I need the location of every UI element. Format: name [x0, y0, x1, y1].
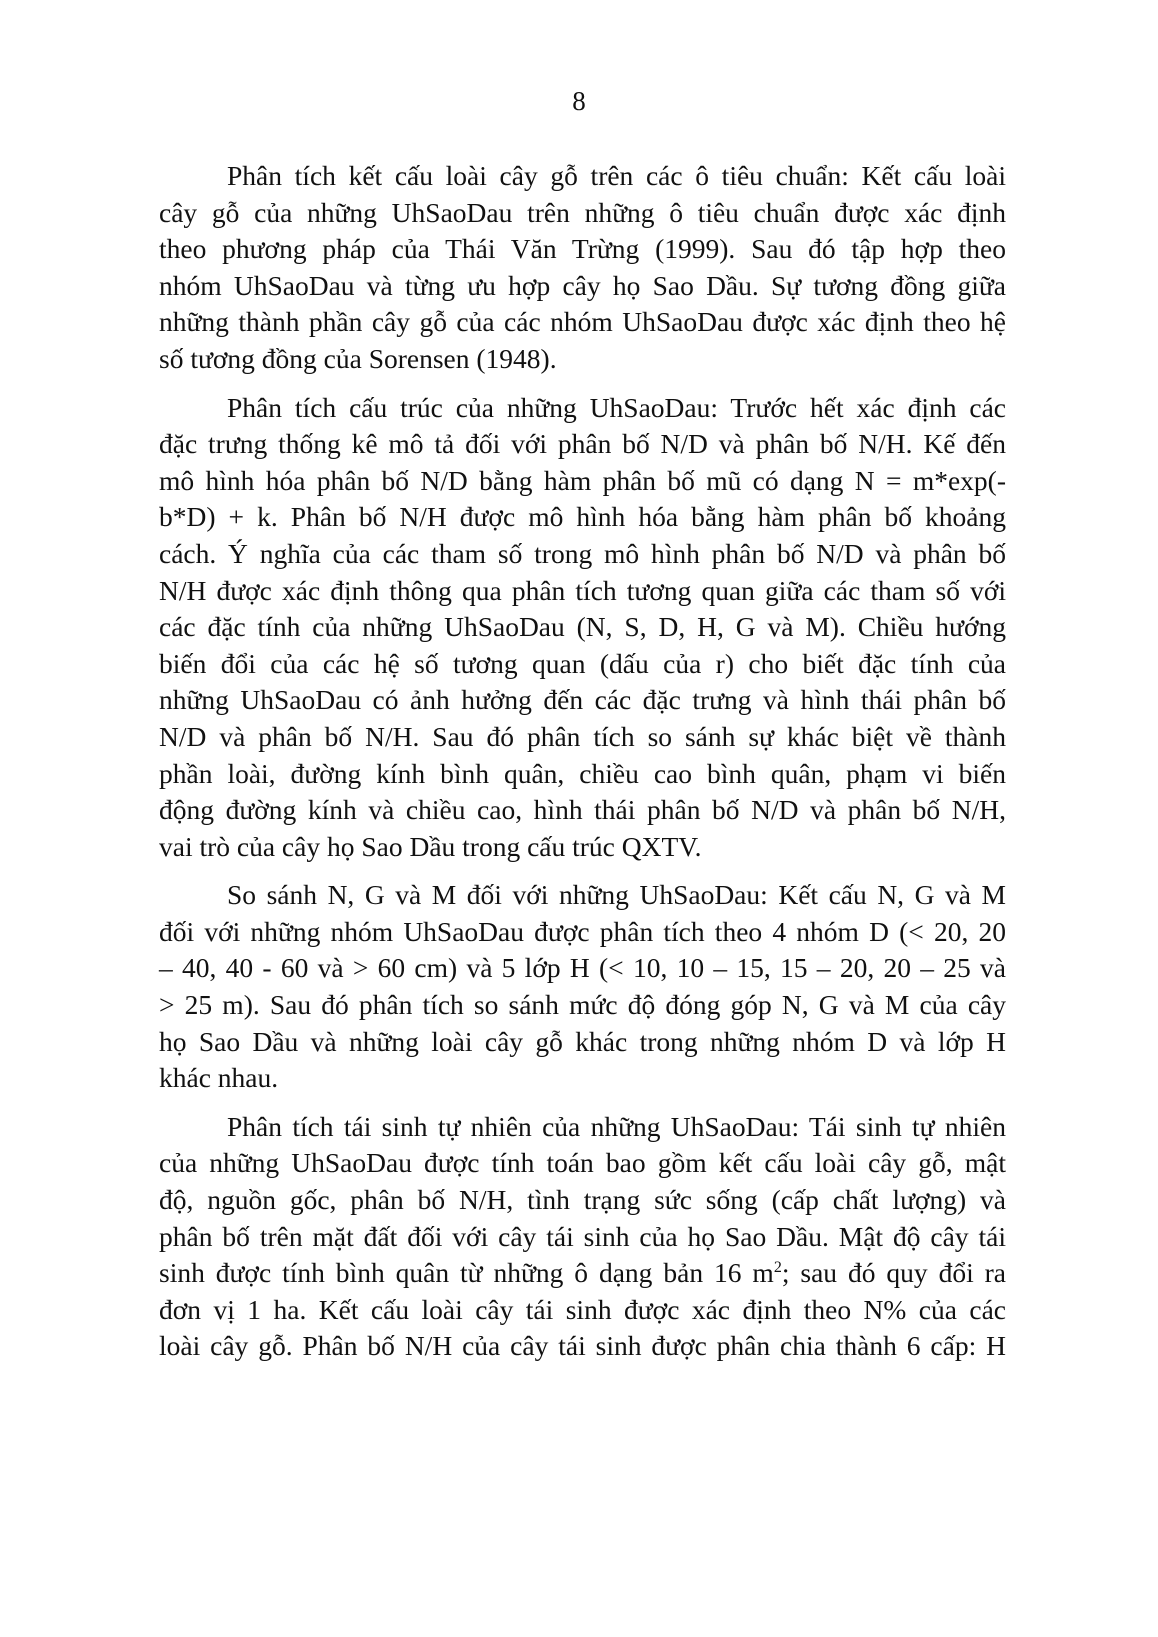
text-line: khác nhau.	[159, 1062, 279, 1094]
text-line: của những UhSaoDau được tính toán bao gồm kết cấu loài cây gỗ, mật	[159, 1147, 1006, 1179]
text-line: b*D) + k. Phân bố N/H được mô hình hóa bằng hàm phân bố khoảng	[159, 501, 1006, 533]
text-line: đơn vị 1 ha. Kết cấu loài cây tái sinh được xác định theo N% của các	[159, 1293, 1006, 1325]
text-line: Phân tích tái sinh tự nhiên của những UhSaoDau: Tái sinh tự nhiên	[227, 1110, 1006, 1142]
text-line: phần loài, đường kính bình quân, chiều cao bình quân, phạm vi biến	[159, 757, 1006, 789]
paragraph-ngm-comparison	[159, 877, 1006, 1097]
text-line: các đặc tính của những UhSaoDau (N, S, D, H, G và M). Chiều hướng	[159, 611, 1006, 643]
text-line: phân bố trên mặt đất đối với cây tái sinh của họ Sao Dầu. Mật độ cây tái	[159, 1220, 1006, 1252]
body-text	[159, 158, 1006, 1377]
text-line: nhóm UhSaoDau và từng ưu hợp cây họ Sao Dầu. Sự tương đồng giữa	[159, 269, 1006, 301]
paragraph-regeneration	[159, 1109, 1006, 1365]
text-line: N/D và phân bố N/H. Sau đó phân tích so sánh sự khác biệt về thành	[159, 720, 1006, 752]
text-segment: sinh được tính bình quân từ những ô dạng bản 16 m	[159, 1257, 774, 1289]
text-line: vai trò của cây họ Sao Dầu trong cấu trúc QXTV.	[159, 830, 702, 862]
text-line: So sánh N, G và M đối với những UhSaoDau: Kết cấu N, G và M	[227, 879, 1006, 911]
text-line: những thành phần cây gỗ của các nhóm UhSaoDau được xác định theo hệ	[159, 306, 1006, 338]
text-segment: ; sau đó quy đổi ra	[781, 1257, 1006, 1289]
text-line: đối với những nhóm UhSaoDau được phân tích theo 4 nhóm D (< 20, 20	[159, 915, 1006, 947]
text-line: cách. Ý nghĩa của các tham số trong mô hình phân bố N/D và phân bố	[159, 537, 1006, 569]
text-line: những UhSaoDau có ảnh hưởng đến các đặc trưng và hình thái phân bố	[159, 684, 1006, 716]
text-line: biến đổi của các hệ số tương quan (dấu của r) cho biết đặc tính của	[159, 647, 1006, 679]
superscript: 2	[773, 1259, 782, 1277]
text-line: số tương đồng của Sorensen (1948).	[159, 342, 557, 374]
text-line: cây gỗ của những UhSaoDau trên những ô tiêu chuẩn được xác định	[159, 196, 1006, 228]
text-line: theo phương pháp của Thái Văn Trừng (1999). Sau đó tập hợp theo	[159, 233, 1006, 265]
page-number: 8	[572, 86, 586, 116]
paragraph-species-composition	[159, 158, 1006, 378]
text-line: đặc trưng thống kê mô tả đối với phân bố N/D và phân bố N/H. Kế đến	[159, 428, 1006, 460]
text-line: động đường kính và chiều cao, hình thái phân bố N/D và phân bố N/H,	[159, 794, 1006, 826]
text-line: N/H được xác định thông qua phân tích tương quan giữa các tham số với	[159, 574, 1006, 606]
text-line: Phân tích cấu trúc của những UhSaoDau: Trước hết xác định các	[227, 391, 1006, 423]
text-line: > 25 m). Sau đó phân tích so sánh mức độ đóng góp N, G và M của cây	[159, 989, 1006, 1021]
text-line	[159, 1255, 1006, 1292]
text-line: – 40, 40 - 60 và > 60 cm) và 5 lớp H (< 10, 10 – 15, 15 – 20, 20 – 25 và	[159, 952, 1006, 984]
paragraph-structure-analysis	[159, 390, 1006, 866]
text-line: Phân tích kết cấu loài cây gỗ trên các ô tiêu chuẩn: Kết cấu loài	[227, 160, 1006, 191]
text-line: độ, nguồn gốc, phân bố N/H, tình trạng sức sống (cấp chất lượng) và	[159, 1184, 1006, 1216]
text-line: họ Sao Dầu và những loài cây gỗ khác trong những nhóm D và lớp H	[159, 1025, 1006, 1057]
text-line: mô hình hóa phân bố N/D bằng hàm phân bố mũ có dạng N = m*exp(-	[159, 464, 1006, 496]
text-line: loài cây gỗ. Phân bố N/H của cây tái sinh được phân chia thành 6 cấp: H	[159, 1330, 1006, 1362]
